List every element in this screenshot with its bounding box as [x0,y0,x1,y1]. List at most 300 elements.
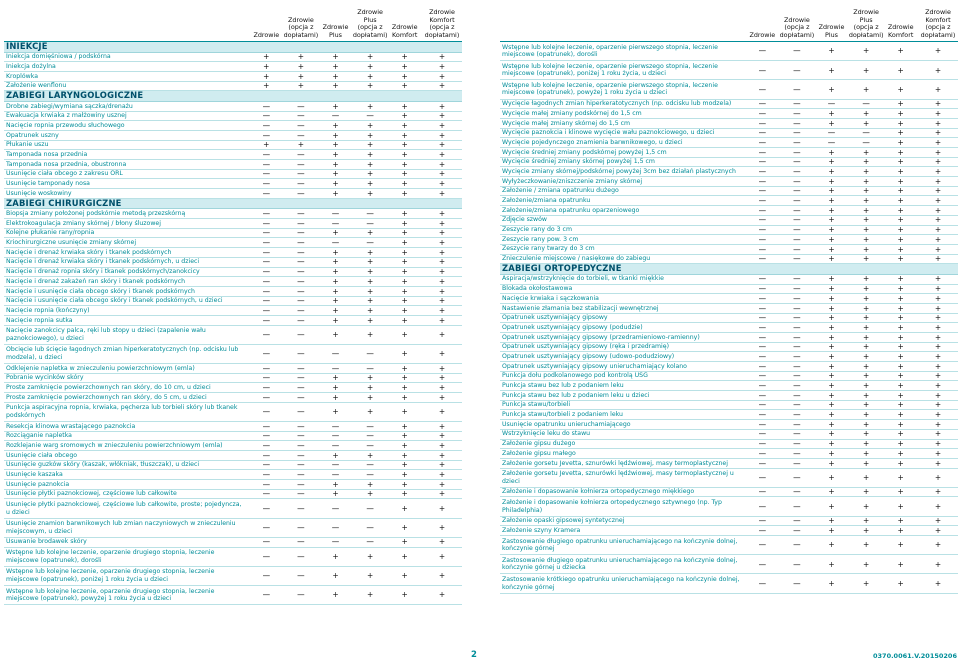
row-value: + [332,257,339,267]
row-value: — [793,410,801,420]
row-value: + [934,186,942,196]
row-value: — [793,99,801,109]
row-value: — [366,363,374,373]
row-value: + [897,381,904,391]
row-value: + [828,361,835,371]
row-label: Punkcja stawu/torbieli [502,401,571,409]
table-row [500,372,958,382]
row-label: Założenie wenflonu [6,82,67,90]
row-label: Zdjęcie szwów [502,216,547,224]
row-value: + [934,274,942,284]
column-header: Zdrowie Plus [322,23,349,39]
table-row [4,499,462,518]
row-value: + [862,332,870,342]
row-value: — [297,296,305,306]
row-value: + [828,274,835,284]
row-value: + [438,349,446,359]
row-value: — [793,167,801,177]
row-value: — [297,159,305,169]
row-value: + [828,46,835,56]
row-value: — [297,407,305,417]
row-value: + [828,186,835,196]
row-value: + [438,363,446,373]
row-label: Wstępne lub kolejne leczenie, oparzenie pierwszego stopnia, leczenie miejscowe (opatrunek), dorośli [502,43,718,59]
row-value: + [934,487,942,497]
row-value: + [934,167,942,177]
row-value: + [828,225,835,235]
row-value: — [297,431,305,441]
row-value: + [366,315,374,325]
row-value: — [758,313,767,323]
row-value: + [366,571,374,581]
row-value: — [366,537,374,547]
row-value: + [332,551,339,561]
row-value: — [793,342,801,352]
row-value: + [828,351,835,361]
row-value: + [366,479,374,489]
row-value: + [366,267,374,277]
row-value: — [793,84,801,94]
row-value: + [401,140,408,150]
row-value: + [401,286,408,296]
row-value: — [793,176,801,186]
row-value: + [897,439,904,449]
row-label: Opatrunek usztywniający gipsowy unieruchamiający kolano [502,362,687,370]
row-value: — [793,487,801,497]
row-label: Założenie / zmiana opatrunku dużego [502,187,619,195]
table-row [500,216,958,226]
table-row [4,287,462,297]
row-value: — [262,551,271,561]
row-value: + [934,322,942,332]
row-value: + [897,448,904,458]
row-label: Zeszycie rany pow. 3 cm [502,235,579,243]
row-label: Kolejne płukanie rany/ropnia [6,229,95,237]
row-value: — [793,578,801,588]
row-label: Blokada okołostawowa [502,285,573,293]
row-value: — [297,383,305,393]
row-value: + [438,537,446,547]
row-value: + [438,120,446,130]
row-value: + [934,303,942,313]
row-value: + [934,540,942,550]
row-value: + [897,254,904,264]
row-value: + [934,196,942,206]
table-row [500,323,958,333]
row-value: — [331,218,340,228]
row-value: + [862,225,870,235]
row-value: + [332,407,339,417]
row-value: + [401,111,408,121]
row-value: + [401,71,408,81]
row-label: Opatrunek usztywniający gipsowy (ręka i przedramię) [502,343,669,351]
row-value: + [401,537,408,547]
row-value: — [297,349,305,359]
row-label: Kriochirurgiczne usunięcie zmiany skórnej [6,239,137,247]
row-value: + [332,276,339,286]
row-label: Pobranie wycinków skóry [6,374,84,382]
table-row [4,567,462,586]
row-value: — [331,349,340,359]
row-value: — [758,244,767,254]
row-value: — [297,470,305,480]
table-row [4,451,462,461]
right-table [500,4,958,594]
row-value: — [793,381,801,391]
row-value: + [438,71,446,81]
row-value: — [758,371,767,381]
table-row [500,206,958,216]
row-value: + [897,274,904,284]
row-label: Wstępne lub kolejne leczenie, oparzenie drugiego stopnia, leczenie miejscowe (opatrunek), powyżej 1 roku życia u dzieci [6,587,215,602]
row-value: + [438,276,446,286]
table-row [4,374,462,384]
row-value: — [331,421,340,431]
row-value: — [262,296,271,306]
row-value: + [401,503,408,513]
row-value: + [401,305,408,315]
column-header: Zdrowie Komfort [887,23,914,39]
row-value: — [331,431,340,441]
row-value: + [897,410,904,420]
row-value: — [758,65,767,75]
row-value: + [438,130,446,140]
row-value: + [862,501,870,511]
row-value: + [366,450,374,460]
row-value: + [862,313,870,323]
table-row [500,420,958,430]
row-label: Wycięcie łagodnych zmian hiperkeratotycznych (np. odcisku lub modzela) [502,100,732,108]
row-value: + [438,267,446,277]
row-value: + [828,167,835,177]
row-value: — [758,215,767,225]
table-row [500,314,958,324]
table-row [500,196,958,206]
row-value: — [262,421,271,431]
row-value: — [297,537,305,547]
row-value: — [793,361,801,371]
row-value: + [828,472,835,482]
table-row [500,391,958,401]
row-value: + [438,431,446,441]
row-value: + [828,147,835,157]
row-value: + [897,84,904,94]
column-header: Zdrowie Komfort (opcja z dopłatami) [920,8,956,39]
row-value: — [262,470,271,480]
row-value: + [401,407,408,417]
row-value: — [793,225,801,235]
row-value: + [828,176,835,186]
row-value: — [297,373,305,383]
table-body [4,42,462,605]
table-row [500,381,958,391]
row-value: — [262,257,271,267]
page-number: 2 [471,650,477,660]
row-value: + [897,313,904,323]
row-value: — [758,448,767,458]
section-heading: ZABIEGI CHIRURGICZNE [4,199,462,210]
row-label: Założenie opaski gipsowej syntetycznej [502,517,625,525]
row-value: — [827,99,836,109]
row-value: — [297,179,305,189]
row-value: — [262,315,271,325]
row-value: — [297,238,305,248]
row-value: — [297,523,305,533]
row-label: Usunięcie ciała obcego [6,451,78,459]
row-value: + [401,228,408,238]
row-value: — [793,559,801,569]
column-header: Zdrowie (opcja z dopłatami) [283,15,319,39]
row-label: Założenie szyny Kramera [502,526,581,534]
row-label: Usunięcie guzków skóry (kaszak, włókniak, tłuszczak), u dzieci [6,461,200,469]
row-value: + [897,205,904,215]
row-value: + [297,140,305,150]
row-value: + [862,157,870,167]
row-value: — [262,111,271,121]
row-value: + [401,479,408,489]
row-value: + [828,254,835,264]
table-row [4,141,462,151]
row-value: + [332,450,339,460]
row-value: + [897,303,904,313]
row-value: + [934,578,942,588]
row-value: + [366,188,374,198]
row-value: — [758,118,767,128]
row-value: — [827,137,836,147]
row-value: — [262,228,271,238]
row-value: — [758,410,767,420]
table-row [4,548,462,567]
row-label: Założenie gipsu małego [502,449,576,457]
row-value: — [297,150,305,160]
row-value: + [401,551,408,561]
row-label: Wycięcie zmiany skórnej/podskórnej powyżej 3cm bez działań plastycznych [502,167,736,175]
row-value: — [297,590,305,600]
row-value: — [758,540,767,550]
row-value: — [758,419,767,429]
row-value: + [862,186,870,196]
row-value: — [331,470,340,480]
row-value: + [934,176,942,186]
row-value: — [262,479,271,489]
row-value: + [438,551,446,561]
table-row [4,441,462,451]
row-value: — [297,315,305,325]
row-value: + [401,363,408,373]
row-value: + [438,238,446,248]
row-value: + [862,578,870,588]
row-value: + [263,81,270,91]
row-value: — [262,188,271,198]
row-label: Usunięcie paznokcia [6,480,70,488]
row-value: + [366,305,374,315]
row-value: + [897,137,904,147]
row-label: Założenie gipsu dużego [502,440,576,448]
row-value: + [897,332,904,342]
row-label: Zeszycie rany do 3 cm [502,226,572,234]
row-value: + [862,84,870,94]
row-value: + [438,247,446,257]
row-value: + [438,373,446,383]
row-value: + [366,392,374,402]
row-value: — [793,254,801,264]
row-value: + [366,71,374,81]
table-row [4,316,462,326]
table-row [4,170,462,180]
row-value: + [438,330,446,340]
table-row [4,150,462,160]
row-label: Wstępne lub kolejne leczenie, oparzenie drugiego stopnia, leczenie miejscowe (opatrunek), dorośli [6,549,215,564]
row-value: — [297,450,305,460]
row-value: + [934,99,942,109]
table-row [500,526,958,536]
row-value: + [263,61,270,71]
row-value: + [332,247,339,257]
row-value: + [332,479,339,489]
row-value: — [793,400,801,410]
row-value: — [262,392,271,402]
document-code: 0370.0061.V.20150206 [873,652,957,660]
table-row [4,219,462,229]
row-value: + [401,52,408,62]
table-row [4,229,462,239]
row-label: Płukanie uszu [6,141,49,149]
row-label: Opatrunek usztywniający gipsowy [502,314,608,322]
row-value: + [897,390,904,400]
row-value: — [758,137,767,147]
row-value: + [332,169,339,179]
table-row [500,119,958,129]
row-value: + [862,274,870,284]
row-value: + [862,303,870,313]
row-value: + [401,218,408,228]
row-value: + [828,244,835,254]
column-header: Zdrowie Plus [818,23,845,39]
table-row [500,61,958,80]
row-value: — [297,218,305,228]
row-value: — [331,523,340,533]
row-value: + [934,419,942,429]
row-value: + [401,247,408,257]
table-row [500,362,958,372]
row-value: — [758,525,767,535]
row-value: + [828,234,835,244]
row-value: — [262,179,271,189]
row-value: — [758,322,767,332]
row-label: Obcięcie lub ścięcie łagodnych zmian hiperkeratotycznych (np. odcisku lub modzela), u dzieci [6,346,239,361]
row-label: Odklejenie napletka w znieczuleniu powierzchniowym (emla) [6,364,195,372]
row-value: + [401,383,408,393]
row-label: Iniekcja dożylna [6,62,56,70]
row-value: — [297,276,305,286]
row-value: — [366,523,374,533]
row-value: — [262,537,271,547]
table-row [500,275,958,285]
table-row [500,138,958,148]
row-value: + [401,276,408,286]
row-value: + [297,81,305,91]
row-value: — [297,571,305,581]
row-value: + [401,150,408,160]
row-label: Drobne zabiegi/wymiana sączka/drenażu [6,102,133,110]
row-value: + [438,159,446,169]
row-value: — [758,487,767,497]
row-value: + [263,52,270,62]
row-value: + [897,371,904,381]
row-value: — [297,209,305,219]
row-label: Założenie gorsetu Jevetta, sznurówki lędźwiowej, masy termoplastycznej [502,459,728,467]
row-label: Nacięcie i drenaż ropnia skóry i tkanek podskórnych/zanokcicy [6,268,200,276]
row-value: + [438,479,446,489]
row-value: — [331,537,340,547]
row-label: Nacięcie krwiaka i sączkowania [502,294,599,302]
row-value: + [401,159,408,169]
row-value: + [332,373,339,383]
row-value: — [758,205,767,215]
row-value: + [934,410,942,420]
row-value: — [793,303,801,313]
row-value: + [897,540,904,550]
row-label: Wstępne lub kolejne leczenie, oparzenie pierwszego stopnia, leczenie miejscowe (opatrunek), powyżej 1 roku życia u dzieci [502,81,718,97]
row-value: + [263,140,270,150]
table-row [4,112,462,122]
row-value: — [758,128,767,138]
row-value: + [263,71,270,81]
row-value: + [438,450,446,460]
row-value: — [758,390,767,400]
row-label: Punkcja dołu podkolanowego pod kontrolą USG [502,372,648,380]
row-value: + [862,46,870,56]
row-value: + [366,52,374,62]
row-value: — [262,101,271,111]
row-value: — [793,274,801,284]
row-value: + [934,215,942,225]
row-value: + [438,305,446,315]
row-value: + [332,101,339,111]
row-label: Nastawienie złamania bez stabilizacji wewnętrznej [502,304,659,312]
row-value: + [828,448,835,458]
table-row [500,352,958,362]
row-value: + [897,516,904,526]
row-label: Punkcja stawu bez lub z podaniem leku [502,382,624,389]
row-value: + [332,179,339,189]
row-value: — [793,525,801,535]
row-value: + [332,71,339,81]
row-value: + [828,381,835,391]
row-value: + [438,101,446,111]
row-value: + [897,65,904,75]
row-value: — [793,108,801,118]
row-value: + [828,322,835,332]
table-row [500,517,958,527]
row-value: — [262,218,271,228]
row-value: — [297,440,305,450]
row-value: — [793,196,801,206]
row-label: Usuwanie brodawek skóry [6,538,87,546]
row-value: — [331,209,340,219]
row-value: — [297,188,305,198]
row-value: + [862,322,870,332]
row-value: — [793,472,801,482]
table-row [4,179,462,189]
row-value: + [897,99,904,109]
row-value: — [793,313,801,323]
row-value: — [297,330,305,340]
row-value: + [862,205,870,215]
row-value: + [897,234,904,244]
row-value: — [297,267,305,277]
row-value: + [366,150,374,160]
